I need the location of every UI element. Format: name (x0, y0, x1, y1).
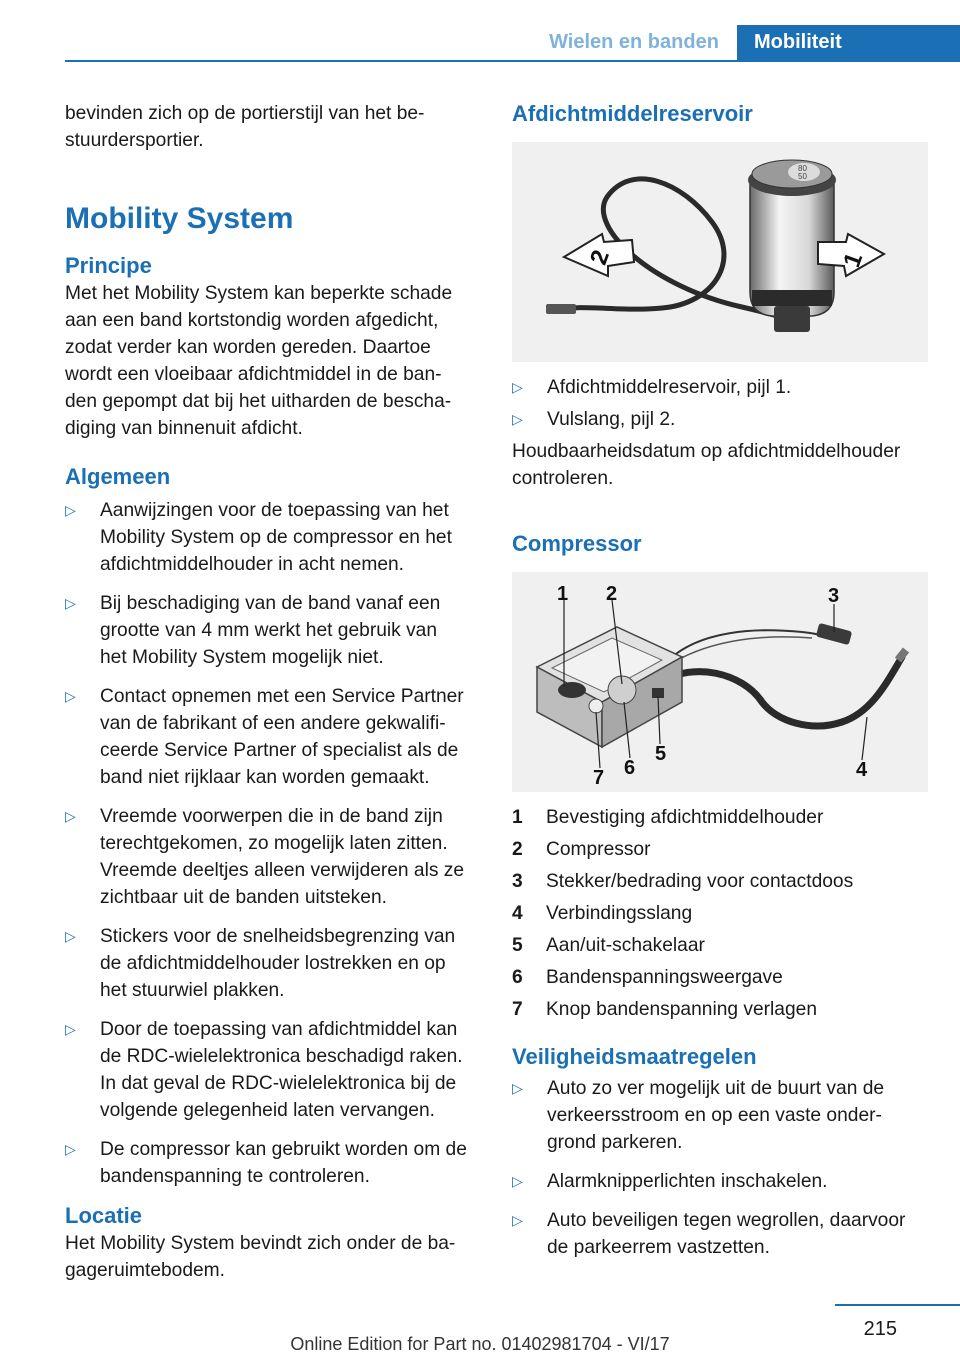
heading-algemeen: Algemeen (65, 464, 171, 489)
list-item: ▷ De compressor kan gebruikt worden om de bandenspanning te controleren. (65, 1136, 483, 1190)
list-item: ▷ Vreemde voorwerpen die in de band zijn terechtgekomen, zo mogelijk laten zitten. Vreemde deeltjes alleen verwijderen als ze zichtbaar uit de banden uitsteken. (65, 803, 483, 911)
heading-veiligheid: Veiligheidsmaatregelen (512, 1044, 757, 1069)
heading-reservoir: Afdichtmiddelreservoir (512, 101, 753, 126)
arrow-label-1: 1 (838, 249, 869, 271)
list-item: ▷ Afdichtmiddelreservoir, pijl 1. (512, 374, 932, 401)
list-item: ▷ Vulslang, pijl 2. (512, 406, 932, 433)
list-item: 7 Knop bandenspanning verlagen (512, 999, 817, 1020)
reservoir-note: Houdbaarheidsdatum op afdichtmiddelhouder controleren. (512, 441, 901, 489)
locatie-text: Het Mobility System bevindt zich onder de ba- gageruimtebodem. (65, 1233, 456, 1281)
section-title: Mobility System (65, 202, 294, 235)
triangle-bullet-icon: ▷ (512, 379, 523, 395)
header-active-tab: Mobiliteit (737, 25, 960, 60)
list-item: 1 Bevestiging afdichtmiddelhouder (512, 807, 824, 828)
list-item: ▷ Door de toepassing van afdichtmiddel kan de RDC-wielelektronica beschadigd raken. In dat geval de RDC-wielelektronica bij de volgende gelegenheid laten vervangen. (65, 1016, 483, 1124)
reservoir-figure (512, 142, 928, 362)
triangle-bullet-icon: ▷ (512, 411, 523, 427)
can-label: 80 50 (798, 164, 807, 181)
triangle-bullet-icon: ▷ (65, 1141, 76, 1157)
triangle-bullet-icon: ▷ (65, 928, 76, 944)
list-item: ▷ Contact opnemen met een Service Partner van de fabrikant of een andere gekwalifi- ceerde Service Partner of specialist als de band niet rijklaar kan worden gemaakt. (65, 683, 483, 791)
right-column (512, 100, 932, 1273)
heading-locatie: Locatie (65, 1203, 143, 1228)
list-item: 6 Bandenspanningsweergave (512, 967, 783, 988)
principe-text: Met het Mobility System kan beperkte schade aan een band kortstondig worden afgedicht, zodat verder kan worden gereden. Daartoe wordt een vloeibaar afdichtmiddel in de ban- den gepompt dat bij het uitharden de bescha- diging van binnenuit afdicht. (65, 283, 453, 439)
list-item: ▷ Alarmknipperlichten inschakelen. (512, 1168, 932, 1195)
arrow-label-2: 2 (585, 246, 615, 269)
edition-text: Online Edition for Part no. 01402981704 - VI/17 (290, 1334, 670, 1354)
compressor-illustration (512, 572, 928, 792)
list-item: 2 Compressor (512, 839, 651, 860)
page-number: 215 (863, 1318, 897, 1340)
list-item: 3 Stekker/bedrading voor contactdoos (512, 871, 854, 892)
algemeen-list (65, 497, 483, 1190)
triangle-bullet-icon: ▷ (512, 1080, 523, 1096)
reservoir-list (512, 374, 932, 433)
callout-7: 7 (593, 767, 605, 789)
list-item: ▷ Auto beveiligen tegen wegrollen, daarvoor de parkeerrem vastzetten. (512, 1207, 932, 1261)
callout-6: 6 (624, 757, 636, 779)
callout-1: 1 (557, 583, 569, 605)
header-rule (65, 60, 960, 62)
callout-3: 3 (828, 585, 840, 607)
list-item: ▷ Aanwijzingen voor de toepassing van het Mobility System op de compressor en het afdichtmiddelhouder in acht nemen. (65, 497, 483, 578)
triangle-bullet-icon: ▷ (512, 1212, 523, 1228)
veiligheid-list (512, 1075, 932, 1261)
list-item: ▷ Auto zo ver mogelijk uit de buurt van de verkeersstroom en op een vaste onder- grond parkeren. (512, 1075, 932, 1156)
reservoir-illustration (512, 142, 928, 362)
triangle-bullet-icon: ▷ (65, 808, 76, 824)
triangle-bullet-icon: ▷ (65, 595, 76, 611)
heading-principe: Principe (65, 253, 152, 278)
list-item: ▷ Bij beschadiging van de band vanaf een grootte van 4 mm werkt het gebruik van het Mobility System mogelijk niet. (65, 590, 483, 671)
compressor-figure (512, 572, 928, 792)
left-column (65, 100, 483, 1284)
compressor-parts-list (512, 804, 932, 1023)
callout-4: 4 (856, 759, 868, 781)
triangle-bullet-icon: ▷ (512, 1173, 523, 1189)
intro-text: bevinden zich op de portierstijl van het be- stuurdersportier. (65, 103, 425, 151)
list-item: ▷ Stickers voor de snelheidsbegrenzing van de afdichtmiddelhouder lostrekken en op het stuurwiel plakken. (65, 923, 483, 1004)
callout-5: 5 (655, 743, 667, 765)
list-item: 5 Aan/uit-schakelaar (512, 935, 705, 956)
triangle-bullet-icon: ▷ (65, 688, 76, 704)
callout-2: 2 (606, 583, 618, 605)
footer-rule (835, 1304, 960, 1306)
triangle-bullet-icon: ▷ (65, 502, 76, 518)
header-section-tab: Wielen en banden (549, 31, 719, 53)
triangle-bullet-icon: ▷ (65, 1021, 76, 1037)
list-item: 4 Verbindingsslang (512, 903, 693, 924)
heading-compressor: Compressor (512, 531, 642, 556)
